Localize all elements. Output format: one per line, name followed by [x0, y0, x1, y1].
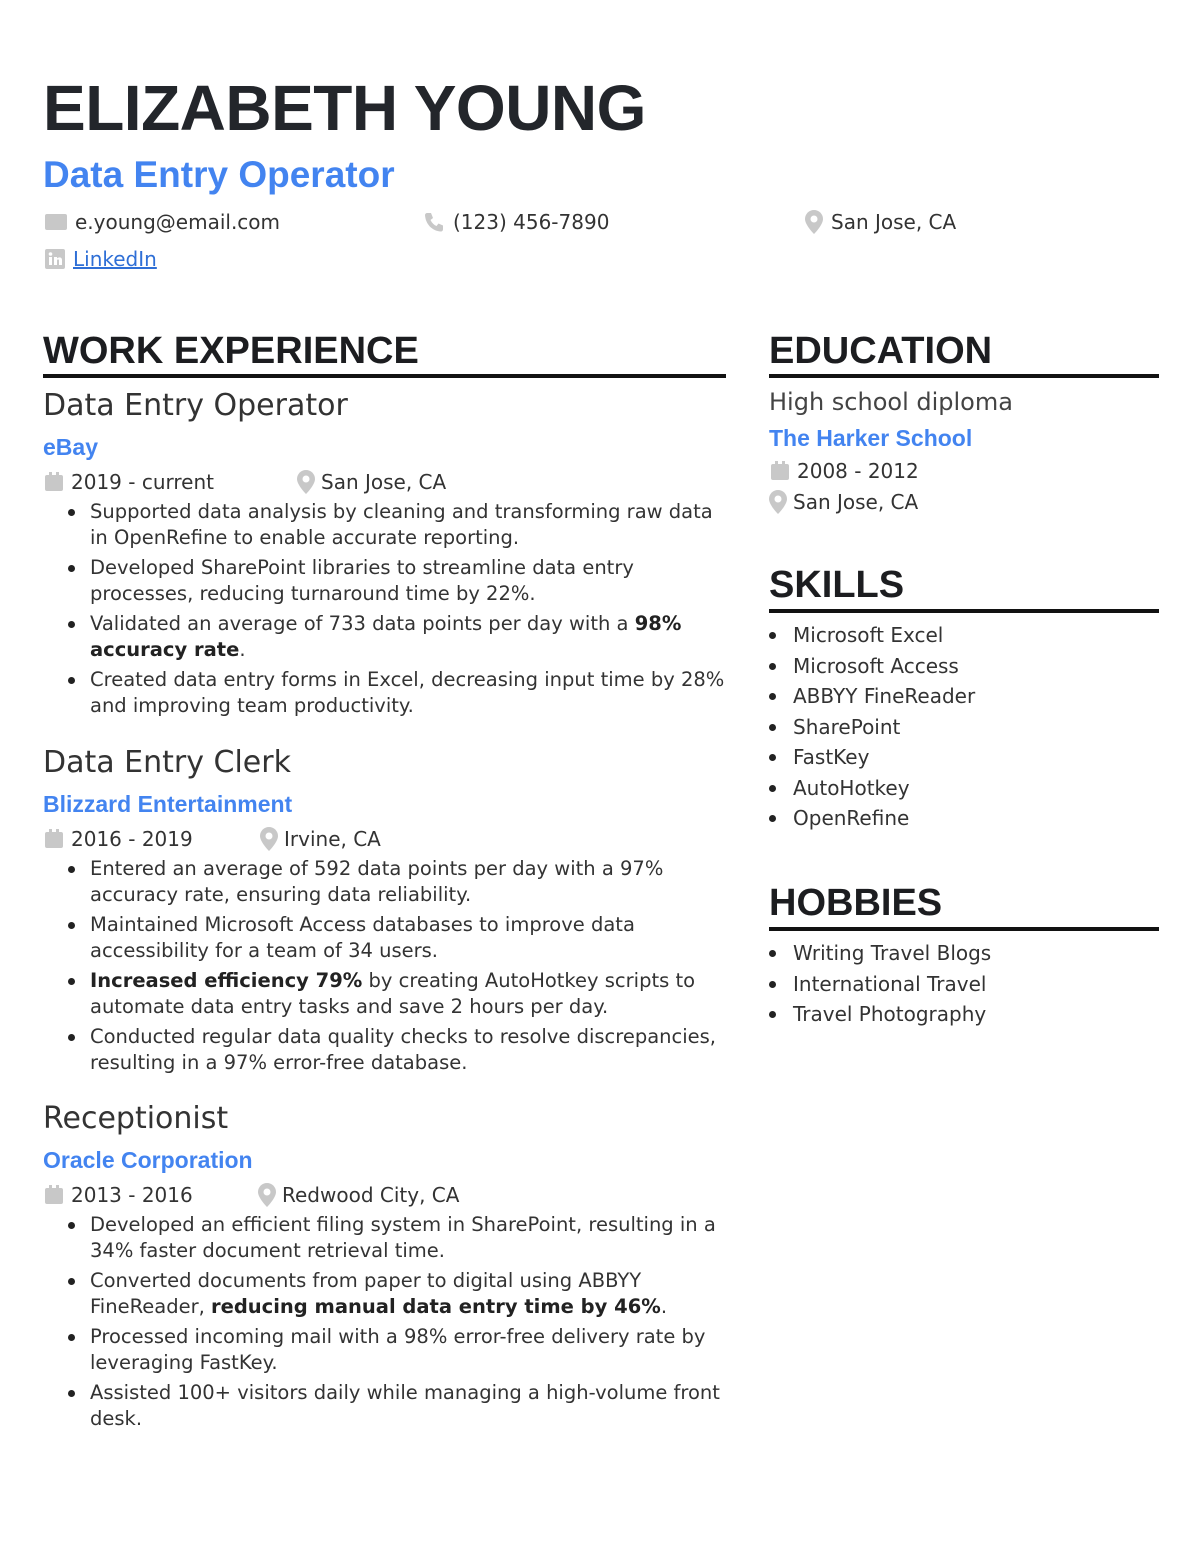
linkedin-link[interactable]: LinkedIn	[73, 247, 157, 271]
job-entry	[43, 745, 727, 1080]
job-meta	[43, 1182, 727, 1208]
list-item: Converted documents from paper to digital using ABBYY FineReader, reducing manual data entry time by 46%.	[43, 1268, 727, 1320]
job-location-text: Redwood City, CA	[282, 1183, 460, 1207]
job-entry	[43, 1101, 727, 1436]
skills-rule	[769, 609, 1159, 613]
list-item: Supported data analysis by cleaning and transforming raw data in OpenRefine to enable accurate reporting.	[43, 499, 727, 551]
job-bullets	[43, 856, 727, 1076]
list-item: OpenRefine	[769, 803, 1159, 834]
work-experience-rule	[43, 374, 726, 378]
education-entry	[769, 390, 1159, 514]
list-item: Developed SharePoint libraries to streamline data entry processes, reducing turnaround time by 22%.	[43, 555, 727, 607]
candidate-title: Data Entry Operator	[43, 154, 395, 195]
job-bullets	[43, 1212, 727, 1432]
job-title: Receptionist	[43, 1101, 229, 1136]
location-text: San Jose, CA	[831, 210, 957, 234]
list-item: Writing Travel Blogs	[769, 938, 1159, 969]
hobbies-heading: HOBBIES	[769, 882, 943, 924]
list-item: Travel Photography	[769, 999, 1159, 1030]
linkedin-icon	[45, 249, 65, 269]
job-dates	[43, 1183, 258, 1207]
company-name: Blizzard Entertainment	[43, 791, 293, 817]
calendar-icon	[769, 460, 791, 482]
calendar-icon	[43, 1184, 65, 1206]
phone-text: (123) 456-7890	[453, 210, 610, 234]
list-item: Entered an average of 592 data points per day with a 97% accuracy rate, ensuring data reliability.	[43, 856, 727, 908]
job-dates-text: 2013 - 2016	[71, 1183, 193, 1207]
job-dates	[43, 470, 297, 494]
list-item: ABBYY FineReader	[769, 681, 1159, 712]
list-item: Microsoft Access	[769, 651, 1159, 682]
job-dates	[43, 827, 260, 851]
education-school: The Harker School	[769, 425, 973, 451]
contact-email	[45, 210, 280, 234]
education-heading: EDUCATION	[769, 330, 993, 372]
education-rule	[769, 374, 1159, 378]
job-bullets	[43, 499, 727, 719]
list-item: AutoHotkey	[769, 773, 1159, 804]
list-item: Developed an efficient filing system in SharePoint, resulting in a 34% faster document retrieval time.	[43, 1212, 727, 1264]
skills-list	[769, 620, 1159, 834]
job-meta	[43, 469, 727, 495]
job-location	[260, 827, 381, 851]
map-pin-icon	[260, 827, 278, 851]
map-pin-icon	[805, 210, 823, 234]
education-degree: High school diploma	[769, 388, 1013, 416]
map-pin-icon	[769, 490, 787, 514]
job-location-text: Irvine, CA	[284, 827, 381, 851]
list-item: Processed incoming mail with a 98% error-free delivery rate by leveraging FastKey.	[43, 1324, 727, 1376]
job-location	[297, 470, 446, 494]
list-item: Increased efficiency 79% by creating AutoHotkey scripts to automate data entry tasks and save 2 hours per day.	[43, 968, 727, 1020]
job-title: Data Entry Clerk	[43, 745, 291, 780]
list-item: FastKey	[769, 742, 1159, 773]
hobbies-rule	[769, 927, 1159, 931]
calendar-icon	[43, 828, 65, 850]
company-name: Oracle Corporation	[43, 1147, 253, 1173]
job-title: Data Entry Operator	[43, 388, 348, 423]
job-location	[258, 1183, 459, 1207]
map-pin-icon	[297, 470, 315, 494]
job-meta	[43, 826, 727, 852]
education-location	[769, 489, 1159, 514]
education-dates	[769, 458, 1159, 483]
list-item: Microsoft Excel	[769, 620, 1159, 651]
phone-icon	[423, 211, 445, 233]
job-dates-text: 2016 - 2019	[71, 827, 193, 851]
list-item: Maintained Microsoft Access databases to improve data accessibility for a team of 34 users.	[43, 912, 727, 964]
map-pin-icon	[258, 1183, 276, 1207]
list-item: Assisted 100+ visitors daily while managing a high-volume front desk.	[43, 1380, 727, 1432]
envelope-icon	[45, 213, 67, 231]
list-item: International Travel	[769, 969, 1159, 1000]
job-location-text: San Jose, CA	[321, 470, 447, 494]
contact-phone	[423, 210, 609, 234]
contact-location	[805, 210, 956, 234]
hobbies-list	[769, 938, 1159, 1030]
company-name: eBay	[43, 434, 98, 460]
job-dates-text: 2019 - current	[71, 470, 214, 494]
education-location-text: San Jose, CA	[793, 489, 919, 514]
list-item: Validated an average of 733 data points per day with a 98% accuracy rate.	[43, 611, 727, 663]
job-entry	[43, 388, 727, 723]
contact-linkedin	[45, 247, 157, 271]
skills-heading: SKILLS	[769, 564, 905, 606]
list-item: Conducted regular data quality checks to resolve discrepancies, resulting in a 97% error-free database.	[43, 1024, 727, 1076]
candidate-name: ELIZABETH YOUNG	[43, 72, 646, 144]
list-item: Created data entry forms in Excel, decreasing input time by 28% and improving team productivity.	[43, 667, 727, 719]
education-dates-text: 2008 - 2012	[797, 458, 919, 483]
list-item: SharePoint	[769, 712, 1159, 743]
calendar-icon	[43, 471, 65, 493]
email-text: e.young@email.com	[75, 210, 281, 234]
work-experience-heading: WORK EXPERIENCE	[43, 330, 419, 372]
